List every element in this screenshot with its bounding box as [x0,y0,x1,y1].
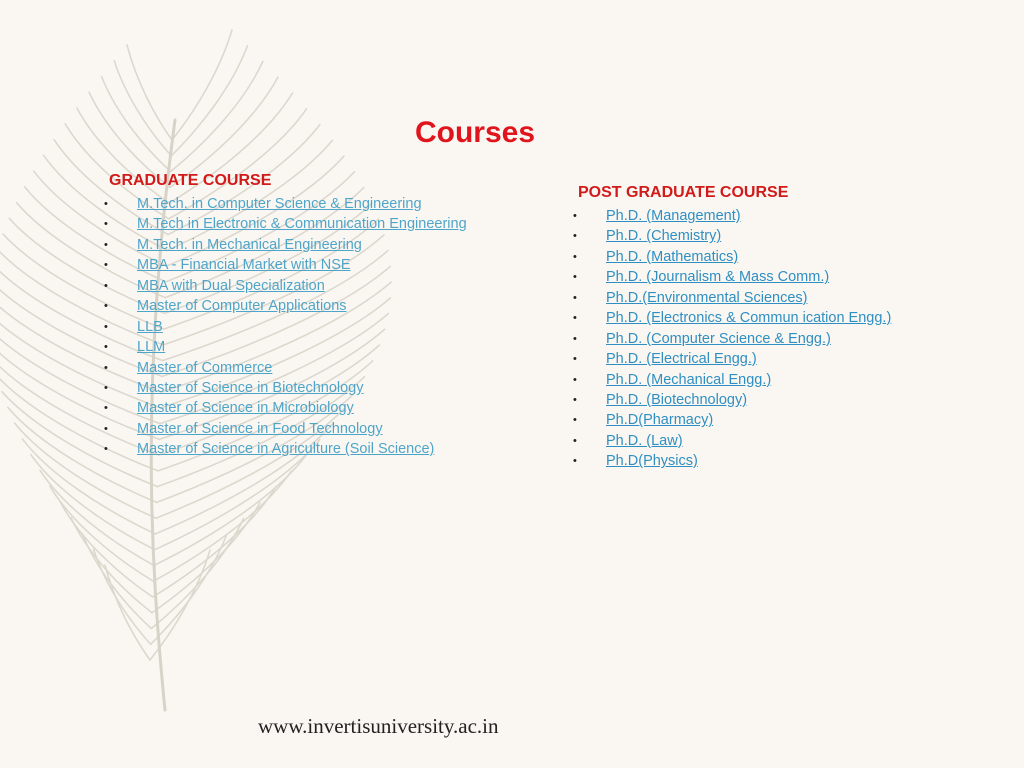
bullet-icon: • [573,414,577,427]
list-item [573,329,891,349]
course-link[interactable]: Ph.D. (Electrical Engg.) [606,351,757,368]
post-graduate-course-list [573,206,891,472]
list-item [573,390,891,410]
bullet-icon: • [104,381,108,394]
bullet-icon: • [104,238,108,251]
bullet-icon: • [573,393,577,406]
list-item [104,255,467,275]
course-link[interactable]: Master of Science in Agriculture (Soil Science) [137,441,435,458]
list-item [104,419,467,439]
course-link[interactable]: Ph.D. (Electronics & Commun ication Engg.) [606,310,892,327]
bullet-icon: • [104,443,108,456]
list-item [104,276,467,296]
course-link[interactable]: Ph.D. (Journalism & Mass Comm.) [606,269,830,286]
graduate-course-list [104,194,467,460]
course-link[interactable]: Master of Commerce [137,359,273,376]
bullet-icon: • [104,320,108,333]
course-link[interactable]: Master of Computer Applications [137,298,347,315]
course-link[interactable]: Ph.D. (Mechanical Engg.) [606,371,772,388]
bullet-icon: • [573,312,577,325]
bullet-icon: • [573,250,577,263]
list-item [573,267,891,287]
course-link[interactable]: Master of Science in Food Technology [137,420,383,437]
list-item [104,398,467,418]
list-item [573,410,891,430]
course-link[interactable]: MBA - Financial Market with NSE [137,257,351,274]
list-item [573,288,891,308]
list-item [104,194,467,214]
bullet-icon: • [104,361,108,374]
list-item [104,358,467,378]
course-link[interactable]: LLB [137,318,163,335]
bullet-icon: • [573,373,577,386]
list-item [573,451,891,471]
bullet-icon: • [573,434,577,447]
list-item [573,206,891,226]
course-link[interactable]: M.Tech. in Mechanical Engineering [137,236,362,253]
bullet-icon: • [104,422,108,435]
bullet-icon: • [104,279,108,292]
list-item [573,247,891,267]
course-link[interactable]: M.Tech in Electronic & Communication Engineering [137,216,467,233]
website-url: www.invertisuniversity.ac.in [258,714,499,738]
bullet-icon: • [573,210,577,222]
bullet-icon: • [573,353,577,366]
list-item [104,317,467,337]
list-item [573,349,891,369]
course-link[interactable]: Ph.D. (Management) [606,208,741,224]
list-item [573,431,891,451]
course-link[interactable]: Ph.D. (Law) [606,432,683,449]
bullet-icon: • [104,402,108,415]
list-item [104,378,467,398]
bullet-icon: • [573,332,577,345]
course-link[interactable]: MBA with Dual Specialization [137,277,325,294]
list-item [104,439,467,459]
course-link[interactable]: Ph.D. (Computer Science & Engg.) [606,330,831,347]
course-link[interactable]: Ph.D. (Chemistry) [606,228,722,245]
course-link[interactable]: Ph.D(Pharmacy) [606,412,714,429]
bullet-icon: • [104,218,108,231]
bullet-icon: • [573,455,577,468]
course-link[interactable]: Ph.D(Physics) [606,453,698,470]
graduate-course-heading: GRADUATE COURSE [109,172,272,189]
bullet-icon: • [573,230,577,243]
list-item [104,235,467,255]
course-link[interactable]: M.Tech. in Computer Science & Engineering [137,196,422,212]
course-link[interactable]: Ph.D. (Biotechnology) [606,391,748,408]
bullet-icon: • [104,341,108,354]
course-link[interactable]: LLM [137,339,166,356]
bullet-icon: • [573,291,577,304]
list-item [104,214,467,234]
course-link[interactable]: Master of Science in Microbiology [137,400,354,417]
list-item [573,370,891,390]
bullet-icon: • [104,259,108,272]
page-title: Courses [414,116,536,149]
bullet-icon: • [104,300,108,313]
list-item [104,296,467,316]
post-graduate-course-heading: POST GRADUATE COURSE [578,184,789,201]
course-link[interactable]: Ph.D.(Environmental Sciences) [606,289,808,306]
list-item [573,226,891,246]
course-link[interactable]: Master of Science in Biotechnology [137,379,364,396]
list-item [104,337,467,357]
bullet-icon: • [573,271,577,284]
bullet-icon: • [104,198,108,210]
list-item [573,308,891,328]
course-link[interactable]: Ph.D. (Mathematics) [606,248,739,265]
